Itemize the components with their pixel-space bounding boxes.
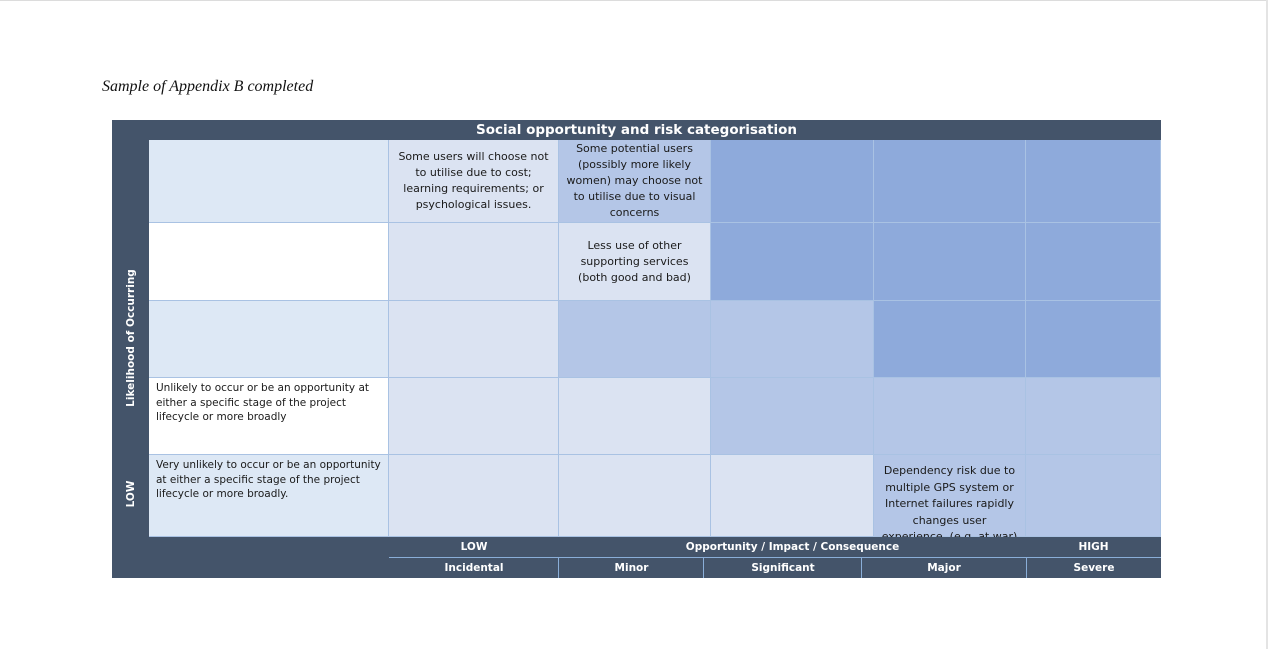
cell-r1-severe [1026, 140, 1161, 223]
page-right-border [1266, 0, 1268, 649]
page-top-border [0, 0, 1266, 1]
cell-r1-significant [711, 140, 874, 223]
cell-r2-incidental [389, 223, 559, 301]
cell-r2-minor: Less use of other supporting services (both good and bad) [559, 223, 711, 301]
cell-r2-major [874, 223, 1026, 301]
cell-r2-severe [1026, 223, 1161, 301]
severity-significant: Significant [751, 562, 815, 574]
severity-severe: Severe [1073, 562, 1115, 574]
y-axis-label: Likelihood of Occurring [124, 269, 137, 407]
row-3-description [149, 301, 389, 378]
cell-r5-major: Dependency risk due to multiple GPS system or Internet failures rapidly changes user [874, 455, 1026, 537]
cell-r3-severe [1026, 301, 1161, 378]
x-axis-high-label: HIGH [1078, 541, 1109, 553]
severity-incidental: Incidental [444, 562, 504, 574]
cell-r2-significant [711, 223, 874, 301]
cell-r5-severe [1026, 455, 1161, 537]
cell-r3-incidental [389, 301, 559, 378]
cell-r4-incidental [389, 378, 559, 455]
cell-r5-incidental [389, 455, 559, 537]
cell-r3-major [874, 301, 1026, 378]
y-axis-low-label: LOW [124, 480, 137, 508]
cell-r1-major [874, 140, 1026, 223]
severity-major: Major [927, 562, 961, 574]
x-axis-label: Opportunity / Impact / Consequence [685, 541, 900, 553]
y-axis-band [112, 140, 149, 537]
row-1-description [149, 140, 389, 223]
cell-r5-significant [711, 455, 874, 537]
cell-r4-significant [711, 378, 874, 455]
cell-r4-major [874, 378, 1026, 455]
x-axis-low-label: LOW [460, 541, 488, 553]
cell-r1-incidental: Some users will choose not to utilise due to cost; learning requirements; or psychological issues. [389, 140, 559, 223]
row-4-description: Unlikely to occur or be an opportunity at either a specific stage of the project lifecycle or more broadly [149, 378, 389, 455]
cell-r3-significant [711, 301, 874, 378]
document-caption: Sample of Appendix B completed [102, 78, 314, 95]
cell-r5-minor [559, 455, 711, 537]
severity-minor: Minor [614, 562, 649, 574]
cell-r4-severe [1026, 378, 1161, 455]
cell-r1-minor: Some potential users (possibly more likely women) may choose not to utilise due to visual concerns [559, 140, 711, 223]
cell-r4-minor [559, 378, 711, 455]
cell-r3-minor [559, 301, 711, 378]
row-5-description: Very unlikely to occur or be an opportunity at either a specific stage of the project lifecycle or more broadly. [149, 455, 389, 537]
matrix-title: Social opportunity and risk categorisation [112, 120, 1161, 140]
row-2-description [149, 223, 389, 301]
